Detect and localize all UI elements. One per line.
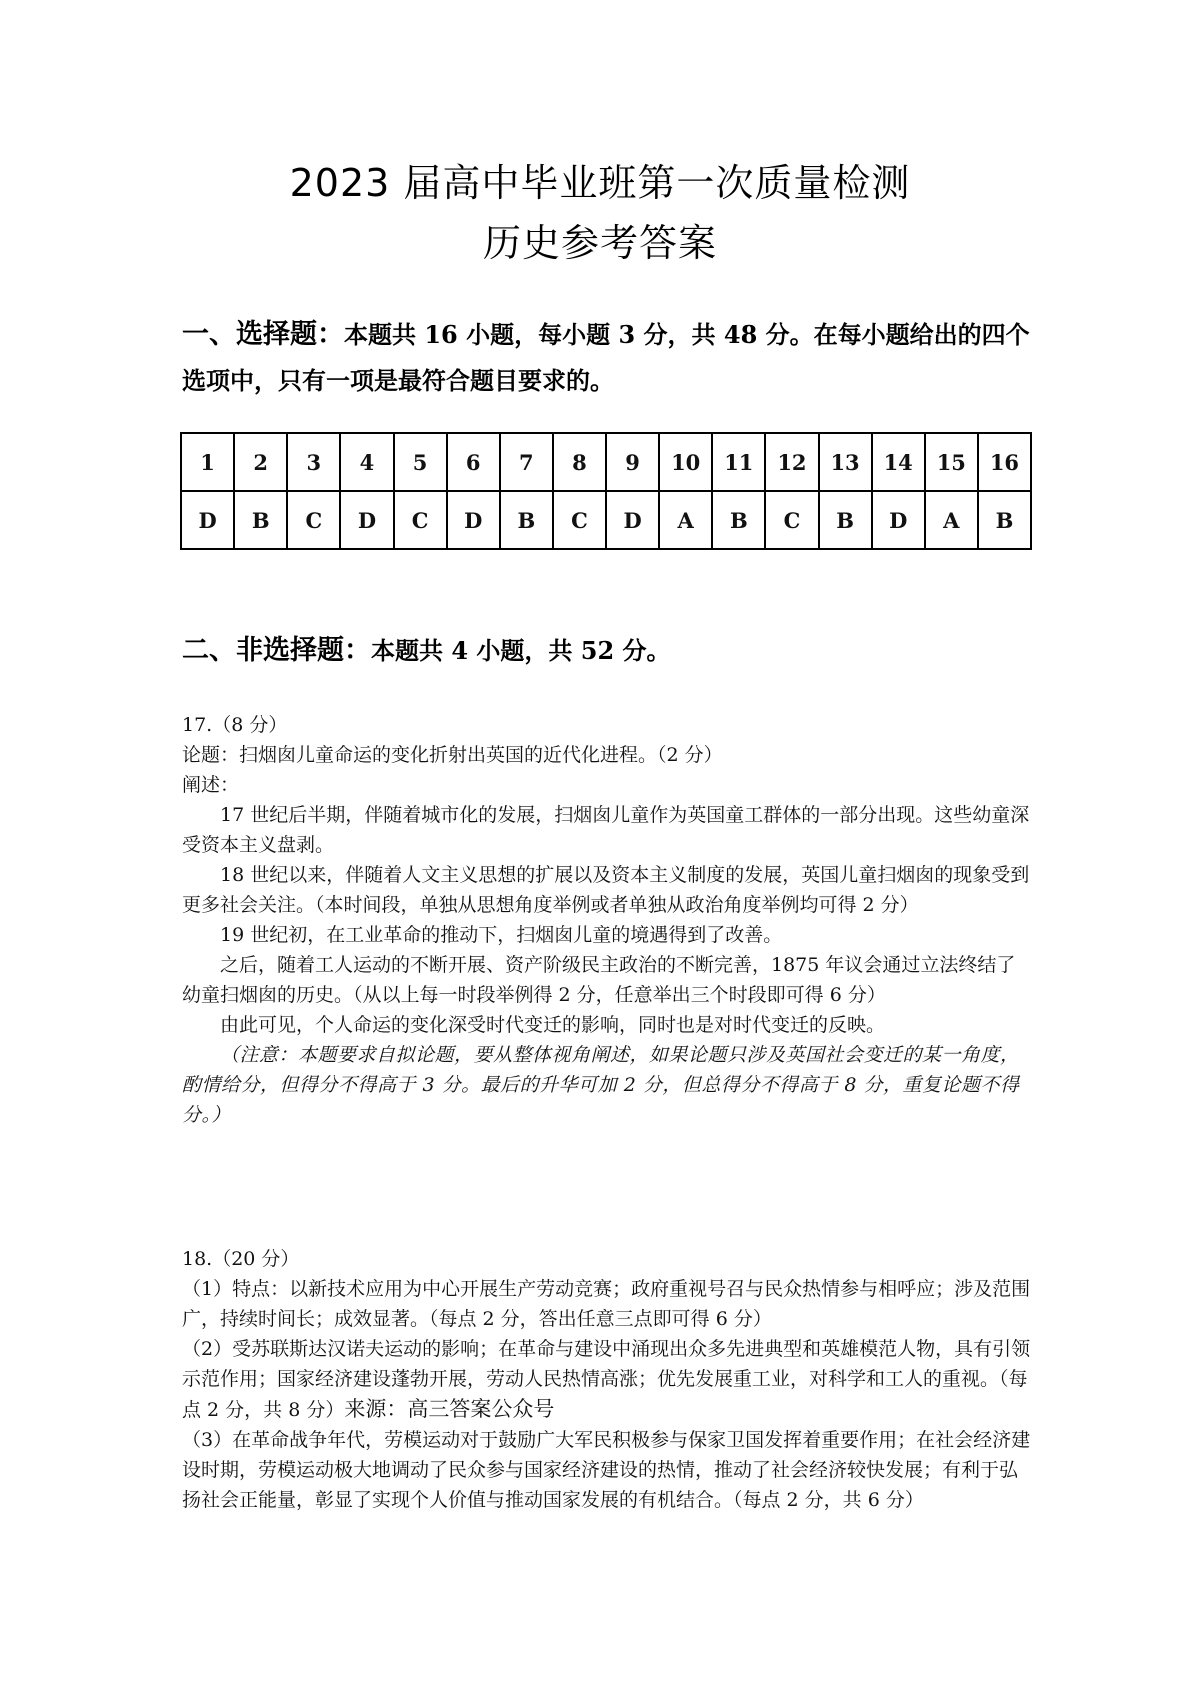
section-2-text: 本题共 4 小题，共 52 分。 xyxy=(371,636,671,665)
answer-table xyxy=(180,432,1032,550)
question-number-cell: 15 xyxy=(925,433,978,491)
answer-letter-cell: B xyxy=(819,491,872,549)
question-number-cell: 11 xyxy=(712,433,765,491)
answer-letter-cell: C xyxy=(553,491,606,549)
question-18-answer xyxy=(182,1244,1034,1515)
section-1-lead: 一、选择题： xyxy=(182,319,344,350)
answer-letter-cell: D xyxy=(606,491,659,549)
answer-letter-cell: C xyxy=(287,491,340,549)
question-17-answer xyxy=(182,710,1034,1130)
q18-answer-3: （3）在革命战争年代，劳模运动对于鼓励广大军民积极参与保家卫国发挥着重要作用；在社会经济建设时期，劳模运动极大地调动了民众参与国家经济建设的热情，推动了社会经济较快发展；有利于弘扬社会正能量，彰显了实现个人价值与推动国家发展的有机结合。（每点 2 分，共 6 分） xyxy=(182,1429,1031,1511)
question-number-cell: 8 xyxy=(553,433,606,491)
section-multiple-choice-heading xyxy=(182,312,1032,404)
q17-paragraph-4: 之后，随着工人运动的不断开展、资产阶级民主政治的不断完善，1875 年议会通过立法终结了幼童扫烟囱的历史。（从以上每一时段举例得 2 分，任意举出三个时段即可得 6 分） xyxy=(182,954,1016,1006)
section-1-text: 本题共 16 小题，每小题 3 分，共 48 分。在每小题给出的四个选项中，只有一项是最符合题目要求的。 xyxy=(182,320,1030,395)
answer-letter-cell: A xyxy=(925,491,978,549)
q17-paragraph-5: 由此可见，个人命运的变化深受时代变迁的影响，同时也是对时代变迁的反映。 xyxy=(220,1014,886,1036)
answer-letter-cell: D xyxy=(340,491,393,549)
q18-answer-2 xyxy=(182,1334,1034,1425)
question-number-cell: 14 xyxy=(872,433,925,491)
q17-note: （注意：本题要求自拟论题，要从整体视角阐述，如果论题只涉及英国社会变迁的某一角度，酌情给分，但得分不得高于 3 分。最后的升华可加 2 分，但总得分不得高于 8 分，重复论题不得分。） xyxy=(182,1044,1020,1126)
source-note: 来源：高三答案公众号 xyxy=(344,1397,555,1421)
q18-answer-1: （1）特点：以新技术应用为中心开展生产劳动竞赛；政府重视号召与民众热情参与相呼应；涉及范围广，持续时间长；成效显著。（每点 2 分，答出任意三点即可得 6 分） xyxy=(182,1278,1031,1330)
answer-table-answer-row xyxy=(181,491,1031,549)
answer-letter-cell: D xyxy=(181,491,234,549)
answer-table-number-row xyxy=(181,433,1031,491)
q17-paragraph-3: 19 世纪初，在工业革命的推动下，扫烟囱儿童的境遇得到了改善。 xyxy=(220,924,783,946)
answer-letter-cell: D xyxy=(447,491,500,549)
question-number-cell: 1 xyxy=(181,433,234,491)
question-number-cell: 12 xyxy=(765,433,818,491)
answer-letter-cell: D xyxy=(872,491,925,549)
q18-heading: 18.（20 分） xyxy=(182,1248,300,1270)
question-number-cell: 9 xyxy=(606,433,659,491)
question-number-cell: 10 xyxy=(659,433,712,491)
page-subtitle: 历史参考答案 xyxy=(482,221,717,265)
question-number-cell: 7 xyxy=(500,433,553,491)
answer-letter-cell: C xyxy=(765,491,818,549)
question-number-cell: 3 xyxy=(287,433,340,491)
q17-label: 阐述： xyxy=(182,774,240,796)
answer-letter-cell: B xyxy=(234,491,287,549)
answer-letter-cell: C xyxy=(394,491,447,549)
answer-letter-cell: A xyxy=(659,491,712,549)
answer-letter-cell: B xyxy=(500,491,553,549)
section-non-choice-heading xyxy=(182,628,1032,674)
page-title: 2023 届高中毕业班第一次质量检测 xyxy=(289,161,911,205)
question-number-cell: 13 xyxy=(819,433,872,491)
question-number-cell: 4 xyxy=(340,433,393,491)
question-number-cell: 6 xyxy=(447,433,500,491)
question-number-cell: 2 xyxy=(234,433,287,491)
q17-paragraph-1: 17 世纪后半期，伴随着城市化的发展，扫烟囱儿童作为英国童工群体的一部分出现。这些幼童深受资本主义盘剥。 xyxy=(182,804,1030,856)
answer-letter-cell: B xyxy=(978,491,1031,549)
q18-answer-2-text: （2）受苏联斯达汉诺夫运动的影响；在革命与建设中涌现出众多先进典型和英雄模范人物，具有引领示范作用；国家经济建设蓬勃开展，劳动人民热情高涨；优先发展重工业，对科学和工人的重视。（每点 2 分，共 8 分） xyxy=(182,1338,1031,1421)
answer-letter-cell: B xyxy=(712,491,765,549)
question-number-cell: 5 xyxy=(394,433,447,491)
section-2-lead: 二、非选择题： xyxy=(182,635,371,666)
q17-paragraph-2: 18 世纪以来，伴随着人文主义思想的扩展以及资本主义制度的发展，英国儿童扫烟囱的现象受到更多社会关注。（本时间段，单独从思想角度举例或者单独从政治角度举例均可得 2 分） xyxy=(182,864,1030,916)
q17-heading: 17.（8 分） xyxy=(182,714,288,736)
q17-thesis: 论题：扫烟囱儿童命运的变化折射出英国的近代化进程。（2 分） xyxy=(182,744,723,766)
question-number-cell: 16 xyxy=(978,433,1031,491)
